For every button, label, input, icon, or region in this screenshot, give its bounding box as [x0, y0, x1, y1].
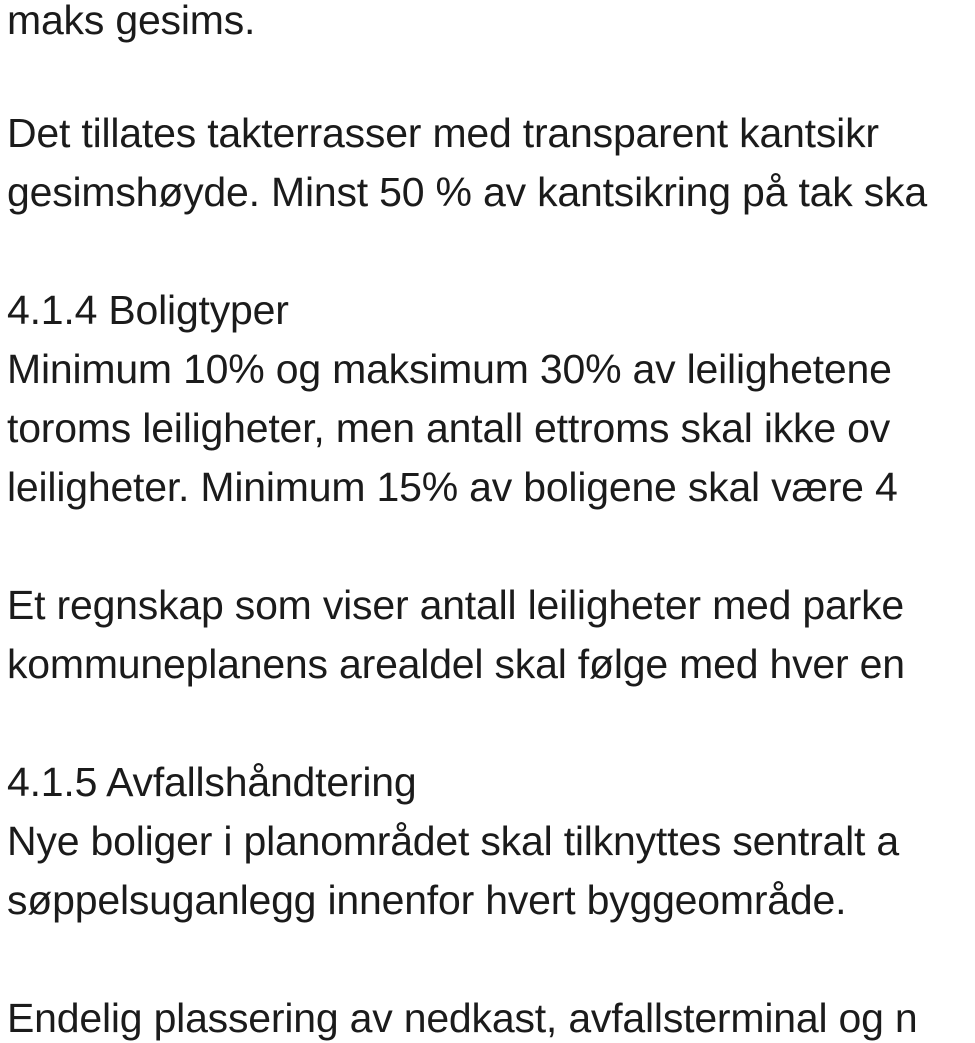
text-line-cornice-height: gesimshøyde. Minst 50 % av kantsikring på tak ska: [7, 169, 927, 215]
text-line-municipal-plan: kommuneplanens arealdel skal følge med hver en: [7, 641, 905, 687]
section-heading-boligtyper: 4.1.4 Boligtyper: [7, 287, 289, 333]
text-line-waste-suction: søppelsuganlegg innenfor hvert byggeområde.: [7, 877, 847, 923]
text-line-new-homes: Nye boliger i planområdet skal tilknyttes sentralt a: [7, 818, 900, 864]
text-line-roof-terraces: Det tillates takterrasser med transparent kantsikr: [7, 110, 879, 156]
text-line-continuation: maks gesims.: [7, 0, 256, 43]
section-heading-avfallshandtering: 4.1.5 Avfallshåndtering: [7, 759, 417, 805]
text-line-final-placement: Endelig plassering av nedkast, avfallsterminal og n: [7, 995, 918, 1041]
text-line-apartment-share: Minimum 10% og maksimum 30% av leilighetene: [7, 346, 892, 392]
text-line-two-room: toroms leiligheter, men antall ettroms skal ikke ov: [7, 405, 891, 451]
text-line-four-room: leiligheter. Minimum 15% av boligene skal være 4: [7, 464, 898, 510]
text-line-parking-account: Et regnskap som viser antall leiligheter med parke: [7, 582, 904, 628]
